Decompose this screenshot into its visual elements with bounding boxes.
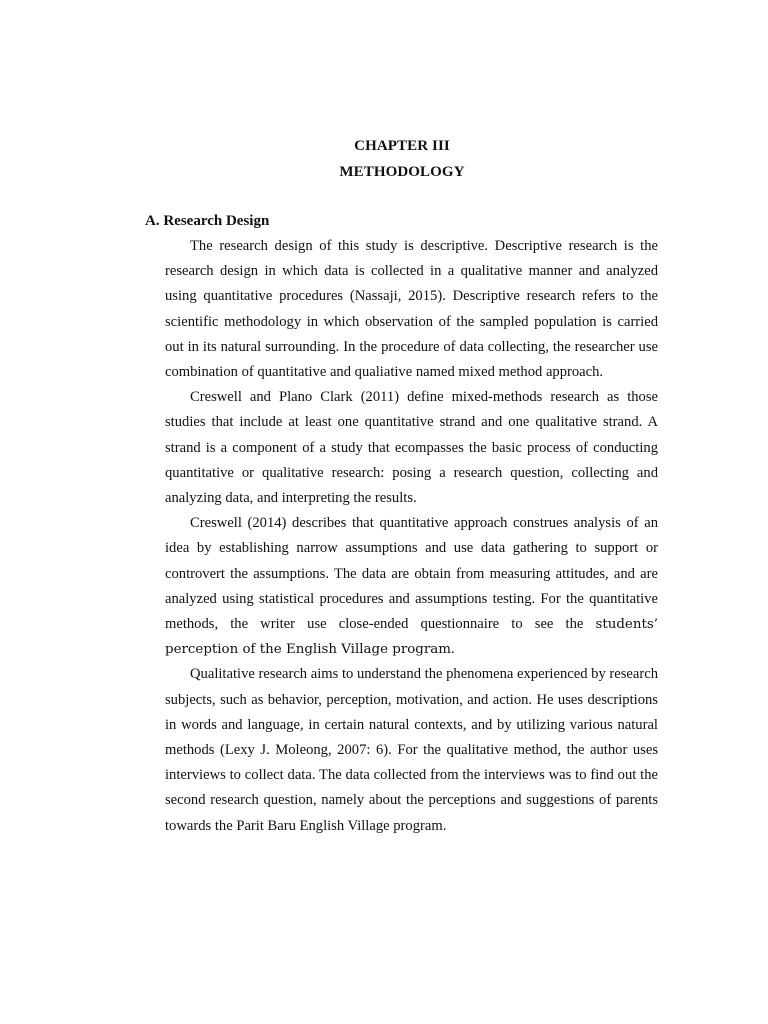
paragraph: Qualitative research aims to understand the phenomena experienced by research subjects, such as behavior, perception, motivation, and action. He uses descriptions in words and language, in certain natural contexts, and by utilizing various natural methods (Lexy J. Moleong, 2007: 6). For the qualitative method, the author uses interviews to collect data. The data collected from the interviews was to find out the second research question, namely about the perceptions and suggestions of parents towards the Parit Baru English Village program. <box>165 666 659 834</box>
paragraph-text: Creswell (2014) describes that quantitative approach construes analysis of an idea by establishing narrow assumptions and use data gathering to support or controvert the assumptions. The data are obtain from measuring attitudes, and are analyzed using statistical procedures and assumptions testing. For the quantitative methods, the writer use close-ended questionnaire to see the <box>165 515 658 633</box>
paragraph <box>165 511 658 662</box>
paragraph-end: . <box>450 641 455 658</box>
section-heading: A. Research Design <box>145 213 270 229</box>
section-body <box>165 234 658 839</box>
chapter-title: METHODOLOGY <box>339 164 465 180</box>
paragraph-highlight: students’ perception of the English Village program <box>165 617 658 658</box>
chapter-number: CHAPTER III <box>354 138 450 154</box>
paragraph: Creswell and Plano Clark (2011) define mixed-methods research as those studies that include at least one quantitative strand and one qualitative strand. A strand is a component of a study that ecompasses the basic process of conducting quantitative or qualitative research: posing a research question, collecting and analyzing data, and interpreting the results. <box>165 389 658 507</box>
paragraph: The research design of this study is descriptive. Descriptive research is the research design in which data is collected in a qualitative manner and analyzed using quantitative procedures (Nassaji, 2015). Descriptive research refers to the scientific methodology in which observation of the sampled population is carried out in its natural surrounding. In the procedure of data collecting, the researcher use combination of quantitative and qualiative named mixed method approach. <box>165 238 658 381</box>
